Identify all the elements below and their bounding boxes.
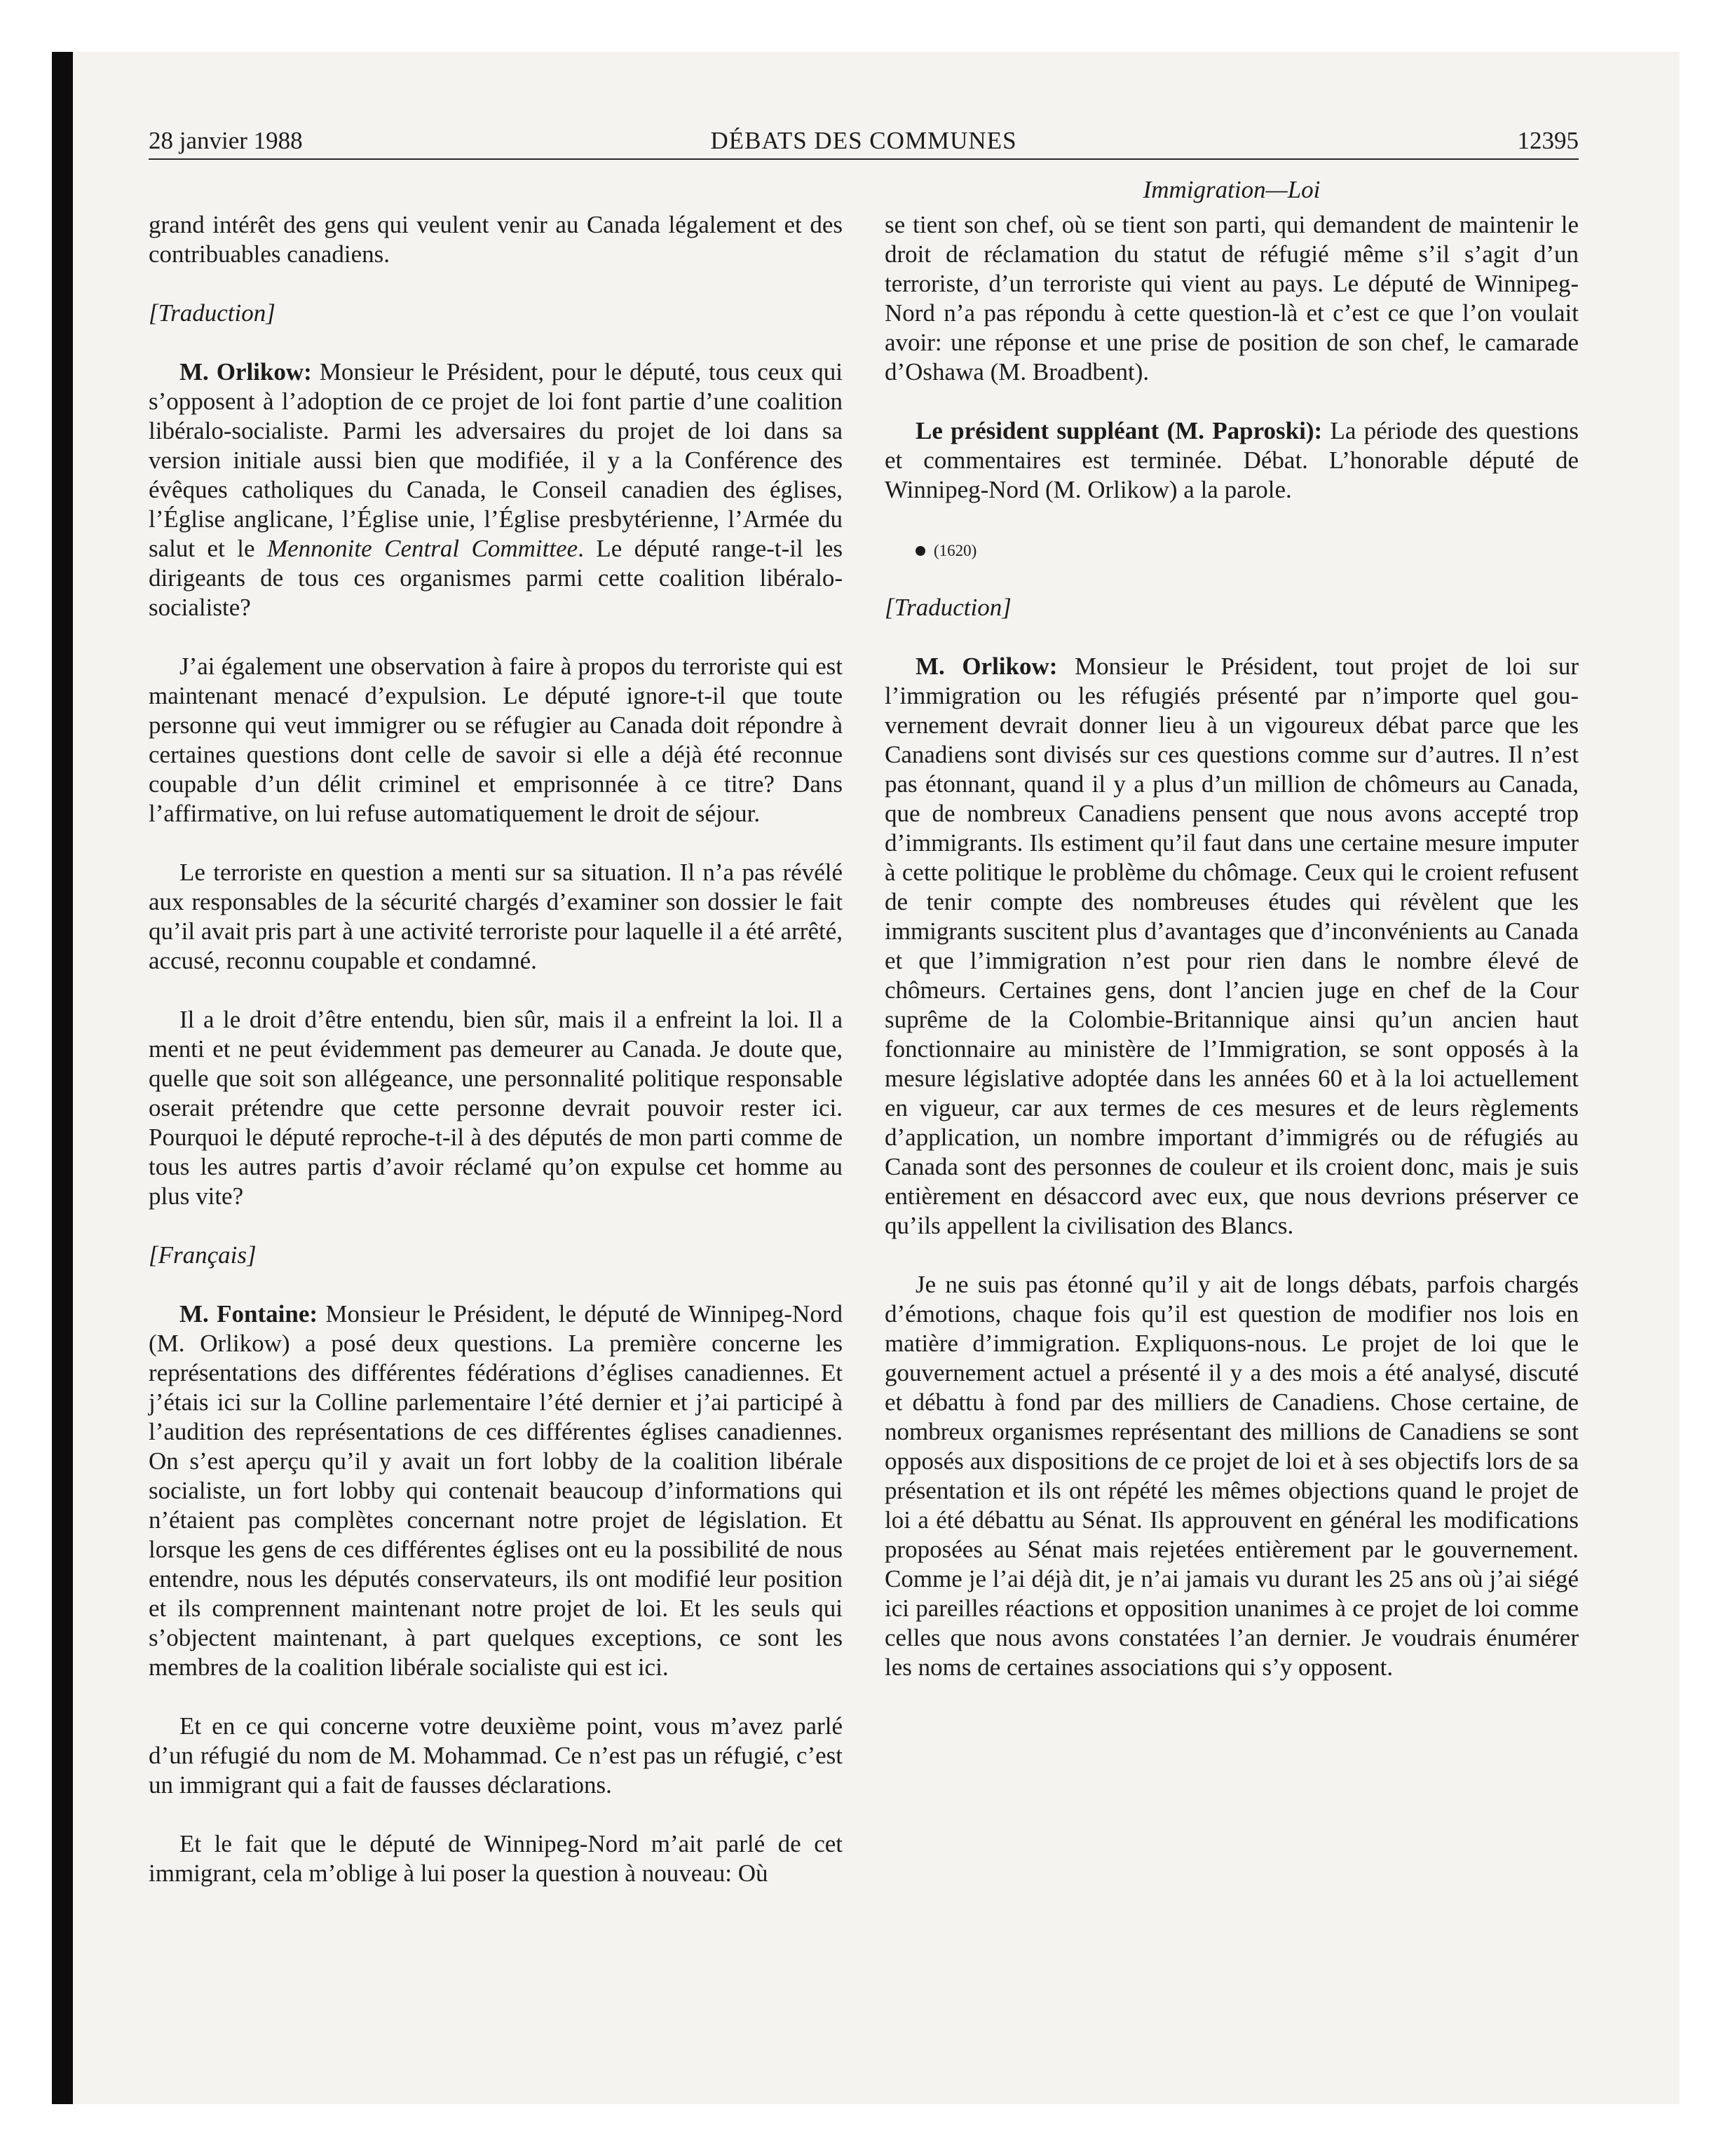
speech-text: La période des questions et commentaires est terminée. Débat. L’honorable député de Winnipeg-Nord (M. Orlikow) a la parole. xyxy=(885,417,1579,503)
speech-text-italic: Mennonite Central Committee xyxy=(266,535,578,562)
left-column xyxy=(149,210,843,1918)
speech-text: . Le député range-t-il les dirigeants de tous ces organismes parmi cette coalition libéralo-socialiste? xyxy=(149,535,843,621)
language-note xyxy=(149,299,843,328)
binding-edge xyxy=(52,52,73,2104)
speaker-name: M. Fontaine: xyxy=(179,1300,318,1328)
paragraph xyxy=(149,357,843,622)
header-title: DÉBATS DES COMMUNES xyxy=(710,127,1017,154)
timestamp: (1620) xyxy=(934,541,977,559)
language-note-text: [Traduction] xyxy=(149,299,275,327)
paragraph xyxy=(149,1299,843,1682)
speech-text: Monsieur le Président, pour le député, tous ceux qui s’opposent à l’adoption de ce projet de loi font partie d’une coalition libéralo-socialiste. Parmi les adversaires du projet de loi dans sa version initiale aussi bien que modifiée, il y a la Conférence des évêques catholiques du Canada, le Conseil canadien des églises, l’Église anglicane, l’Église unie, l’Église presbytérienne, l’Armée du salut et le xyxy=(149,358,843,562)
paragraph: J’ai également une observation à faire à propos du terroriste qui est maintenant menacé d’expulsion. Le député ignore-t-il que toute personne qui veut immigrer ou se réfugier au Canada doit répondre à certaines questions dont celle de savoir si elle a déjà été reconnue coupable d’un délit criminel et emprisonnée à ce titre? Dans l’affirmative, on lui refuse automatiquement le droit de séjour. xyxy=(149,653,843,827)
paragraph: Je ne suis pas étonné qu’il y ait de longs débats, parfois chargés d’émotions, chaque fois qu’il est question de modifier nos lois en matière d’immigration. Expliquons-nous. Le projet de loi que le gouvernement actuel a présenté il y a des mois a été analysé, discuté et débattu à fond par des milliers de Canadiens. Chose certaine, de nombreux organismes représentant des millions de Canadiens se sont opposés aux dispositions de ce projet de loi et à ses objectifs lors de sa présentation et ils ont répété les mêmes objections quand le projet de loi a été débattu au Sénat. Ils approuvent en général les modifications proposées au Sénat mais rejetées entièrement par le gouvernement. Comme je l’ai déjà dit, je n’ai jamais vu durant les 25 ans où j’ai siégé ici pareilles réactions et opposition unanimes à ce projet de loi comme celles que nous avons constatées l’an dernier. Je voudrais énumérer les noms de certaines associations qui s’y opposent. xyxy=(885,1271,1579,1681)
header-page-number: 12395 xyxy=(1517,127,1579,154)
paragraph: Et en ce qui concerne votre deuxième point, vous m’avez parlé d’un réfugié du nom de M. Mohammad. Ce n’est pas un réfugié, c’est un immigrant qui a fait de fausses déclarations. xyxy=(149,1712,843,1799)
running-header xyxy=(149,123,1579,158)
language-note xyxy=(149,1241,843,1270)
timestamp-line xyxy=(885,534,1579,564)
speech-text: Monsieur le Président, tout projet de loi sur l’immigration ou les réfugiés présenté par n’importe quel gouvernement devrait donner lieu à un vigoureux débat parce que les Canadiens sont divisés sur ces questions comme sur d’autres. Il n’est pas étonnant, quand il y a plus d’un million de chômeurs au Canada, que de nombreux Canadiens pensent que nous avons accepté trop d’immigrants. Ils estiment qu’il faut dans une certaine mesure imputer à cette politique le problème du chômage. Ceux qui le croient refusent de tenir compte des nombreuses études qui révèlent que les immigrants suscitent plus d’avantages que d’inconvénients au Canada et que l’immigration n’est pour rien dans le nombre élevé de chômeurs. Certaines gens, dont l’ancien juge en chef de la Cour suprême de la Colombie-Britannique ainsi qu’un ancien haut fonctionnaire au ministère de l’Immigration, se sont opposés à la mesure législative adoptée dans les années 60 et à la loi actuellement en vigueur, car aux termes de ces mesures et de leurs règlements d’application, un nombre important d’immigrés ou de réfugiés au Canada sont des personnes de couleur et ils croient donc, mais je suis entièrement en désaccord avec eux, que nous devrions préserver ce qu’ils appellent la civilisation des Blancs. xyxy=(885,653,1579,1239)
speaker-name: M. Orlikow: xyxy=(179,358,312,386)
right-column xyxy=(885,210,1579,1712)
paragraph: grand intérêt des gens qui veulent venir au Canada légalement et des contribuables canadiens. xyxy=(149,211,843,268)
section-title: Immigration—Loi xyxy=(1143,176,1321,203)
language-note xyxy=(885,593,1579,622)
paragraph xyxy=(885,652,1579,1241)
bullet-icon xyxy=(916,546,925,556)
paragraph xyxy=(885,416,1579,505)
language-note-text: [Français] xyxy=(149,1241,257,1269)
paragraph: se tient son chef, où se tient son parti, qui demandent de maintenir le droit de réclamation du statut de réfugié même s’il s’agit d’un terroriste, d’un terroriste qui vient au pays. Le député de Winnipeg-Nord n’a pas répondu à cette question-là et c’est ce que l’on voulait avoir: une réponse et une prise de position de son chef, le camarade d’Oshawa (M. Broadbent). xyxy=(885,211,1579,386)
paragraph: Le terroriste en question a menti sur sa situation. Il n’a pas révélé aux responsables de la sécurité chargés d’examiner son dossier le fait qu’il avait pris part à une activité terroriste pour laquelle il a été arrêté, accusé, reconnu coupable et condamné. xyxy=(149,859,843,974)
paragraph: Et le fait que le député de Winnipeg-Nord m’ait parlé de cet immigrant, cela m’oblige à lui poser la question à nouveau: Où xyxy=(149,1830,843,1887)
speech-text: Monsieur le Président, le député de Winnipeg-Nord (M. Orlikow) a posé deux questions. La première concerne les représentations des différentes fédérations d’églises canadiennes. Et j’étais ici sur la Colline parlementaire l’été dernier et j’ai participé à l’audition des représentations de ces différentes églises canadiennes. On s’est aperçu qu’il y avait un fort lobby de la coalition libérale socialiste, un fort lobby qui contenait beaucoup d’informations qui n’étaient pas complètes concernant notre projet de législation. Et lorsque les gens de ces différentes églises ont eu la possibilité de nous entendre, nous les députés conservateurs, ils ont modifié leur position et ils comprennent maintenant notre projet de loi. Et les seuls qui s’objectent maintenant, à part quelques exceptions, ce sont les membres de la coalition libérale socialiste qui est ici. xyxy=(149,1300,843,1681)
speaker-name: Le président suppléant (M. Paproski): xyxy=(916,417,1323,444)
speaker-name: M. Orlikow: xyxy=(916,653,1058,680)
header-rule xyxy=(149,158,1579,160)
paragraph: Il a le droit d’être entendu, bien sûr, mais il a enfreint la loi. Il a menti et ne peut évidemment pas demeurer au Canada. Je doute que, quelle que soit son allégeance, une personnalité politique responsable oserait prétendre que cette personne devrait pouvoir rester ici. Pourquoi le député reproche-t-il à des députés de mon parti comme de tous les autres partis d’avoir réclamé qu’on expulse cet homme au plus vite? xyxy=(149,1006,843,1210)
language-note-text: [Traduction] xyxy=(885,594,1012,621)
header-date: 28 janvier 1988 xyxy=(149,127,303,154)
